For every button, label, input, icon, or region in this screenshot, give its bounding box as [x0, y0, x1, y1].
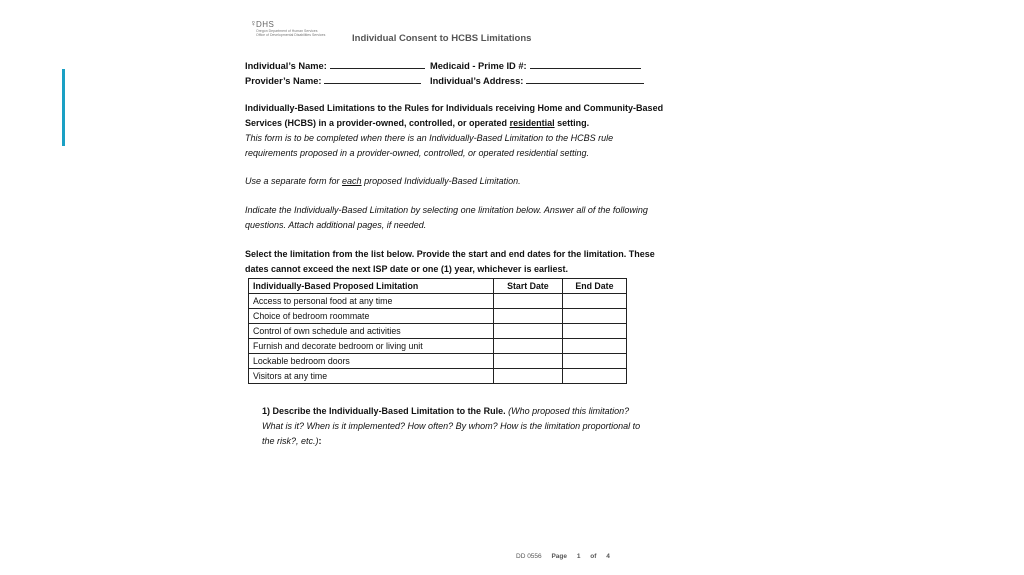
question-1-colon: :	[318, 436, 322, 446]
logo-sub-line2: Office of Developmental Disabilities Services	[256, 33, 326, 37]
separate-form-note	[245, 174, 665, 189]
individual-address-label: Individual’s Address:	[430, 76, 524, 86]
table-row[interactable]	[249, 354, 627, 369]
accent-bar	[62, 69, 65, 146]
intro-heading-text: Individually-Based Limitations to the Rules for Individuals receiving Home and Community-Based Services (HCBS) in a provider-owned, controlled, or operated	[245, 103, 664, 128]
start-date-cell[interactable]	[494, 324, 563, 339]
end-date-cell[interactable]	[562, 294, 626, 309]
intro-heading	[245, 101, 665, 131]
start-date-cell[interactable]	[494, 294, 563, 309]
start-date-cell[interactable]	[494, 354, 563, 369]
limitation-cell[interactable]: Lockable bedroom doors	[249, 354, 494, 369]
select-instructions: Select the limitation from the list below. Provide the start and end dates for the limitation. These dates cannot exceed the next ISP date or one (1) year, whichever is earliest.	[245, 249, 655, 274]
table-row[interactable]	[249, 339, 627, 354]
table-row[interactable]	[249, 309, 627, 324]
limitations-table	[248, 278, 627, 384]
limitation-cell[interactable]: Furnish and decorate bedroom or living unit	[249, 339, 494, 354]
end-date-cell[interactable]	[562, 339, 626, 354]
header-limitation: Individually-Based Proposed Limitation	[249, 279, 494, 294]
limitation-cell[interactable]: Choice of bedroom roommate	[249, 309, 494, 324]
question-1-number: 1)	[262, 406, 271, 416]
separate-form-underlined: each	[342, 176, 362, 186]
header-end-date: End Date	[562, 279, 626, 294]
individual-address-blank[interactable]	[526, 74, 644, 84]
intro-note: This form is to be completed when there is an Individually-Based Limitation to the HCBS rule requirements proposed in a provider-owned, controlled, or operated residential setting.	[245, 133, 614, 158]
form-id: DD 0556	[516, 553, 542, 560]
individual-address-field	[430, 74, 644, 86]
intro-section	[245, 101, 665, 161]
logo-sub-line1: Oregon Department of Human Services	[256, 29, 318, 33]
page-of-label: of	[590, 553, 597, 560]
header-start-date: Start Date	[494, 279, 563, 294]
provider-name-field	[245, 74, 421, 86]
page-label: Page	[551, 553, 568, 560]
start-date-cell[interactable]	[494, 309, 563, 324]
page-total: 4	[606, 553, 610, 560]
page-number: 1	[576, 553, 581, 560]
page-footer	[516, 553, 618, 560]
table-row[interactable]	[249, 369, 627, 384]
intro-heading-end: setting.	[554, 118, 590, 128]
individual-name-label: Individual’s Name:	[245, 61, 327, 71]
end-date-cell[interactable]	[562, 354, 626, 369]
table-row[interactable]	[249, 324, 627, 339]
table-row[interactable]	[249, 294, 627, 309]
end-date-cell[interactable]	[562, 324, 626, 339]
question-1	[262, 404, 652, 449]
intro-heading-underlined: residential	[509, 118, 555, 128]
individual-name-field	[245, 59, 425, 71]
separate-form-text: Use a separate form for	[245, 176, 343, 186]
question-1-detail: (Who proposed this limitation? What is it? When is it implemented? How often? By whom? How is the limitation proportional to the risk?, etc.)	[262, 406, 641, 446]
provider-name-blank[interactable]	[324, 74, 421, 84]
start-date-cell[interactable]	[494, 369, 563, 384]
end-date-cell[interactable]	[562, 309, 626, 324]
indicate-instructions: Indicate the Individually-Based Limitation by selecting one limitation below. Answer all of the following questions. Attach additional pages, if needed.	[245, 205, 648, 230]
medicaid-id-label: Medicaid - Prime ID #:	[430, 61, 527, 71]
logo-figure-icon: ♀	[250, 18, 257, 28]
end-date-cell[interactable]	[562, 369, 626, 384]
medicaid-id-blank[interactable]	[530, 59, 641, 69]
provider-name-label: Provider’s Name:	[245, 76, 322, 86]
limitation-cell[interactable]: Control of own schedule and activities	[249, 324, 494, 339]
limitation-cell[interactable]: Access to personal food at any time	[249, 294, 494, 309]
page-indicator	[551, 553, 617, 560]
medicaid-id-field	[430, 59, 641, 71]
individual-name-blank[interactable]	[330, 59, 425, 69]
document-title: Individual Consent to HCBS Limitations	[352, 33, 532, 44]
table-header-row	[249, 279, 627, 294]
dhs-logo	[250, 18, 330, 40]
separate-form-end: proposed Individually-Based Limitation.	[361, 176, 521, 186]
logo-subtitle	[256, 29, 325, 37]
question-1-prompt: Describe the Individually-Based Limitation to the Rule.	[272, 406, 506, 416]
logo-text: DHS	[256, 20, 275, 29]
start-date-cell[interactable]	[494, 339, 563, 354]
limitation-cell[interactable]: Visitors at any time	[249, 369, 494, 384]
